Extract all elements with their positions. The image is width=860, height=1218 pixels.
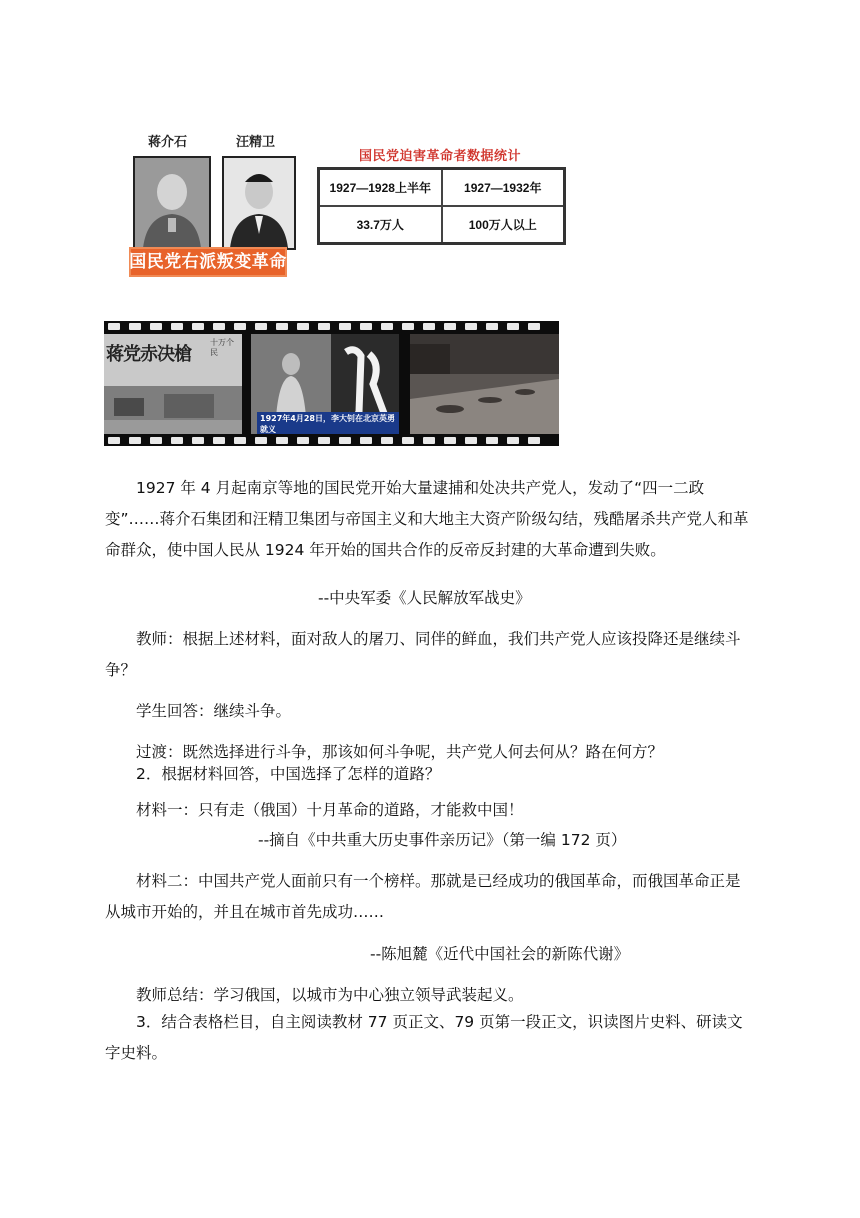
- material-2: 材料二：中国共产党人面前只有一个榜样。那就是已经成功的俄国革命，而俄国革命正是从城市开始的，并且在城市首先成功……: [105, 872, 741, 921]
- teacher-question: 教师：根据上述材料，面对敌人的屠刀、同伴的鲜血，我们共产党人应该投降还是继续斗争？: [105, 630, 741, 679]
- film-perforation: [528, 323, 540, 330]
- film-perforation: [255, 437, 267, 444]
- film-frame-newspaper: [104, 334, 242, 434]
- portrait-photo-right: [222, 156, 296, 250]
- film-perforation: [171, 437, 183, 444]
- film-perforation: [402, 323, 414, 330]
- film-perforation: [423, 437, 435, 444]
- portrait-photo-left: [133, 156, 211, 250]
- film-perforation: [486, 323, 498, 330]
- film-perforation: [150, 437, 162, 444]
- film-perforation: [360, 437, 372, 444]
- film-frame-portrait: [251, 334, 399, 434]
- film-perforation: [108, 437, 120, 444]
- film-frame-street: [410, 334, 559, 434]
- film-perforation: [528, 437, 540, 444]
- stats-header-2: 1927—1932年: [442, 169, 565, 207]
- transition-text: 过渡：既然选择进行斗争，那该如何斗争呢，共产党人何去何从？路在何方？: [136, 743, 664, 761]
- film-perforation: [276, 323, 288, 330]
- film-perforation: [381, 323, 393, 330]
- newspaper-side-text: 十万个 民: [210, 338, 234, 357]
- film-perforation: [444, 437, 456, 444]
- film-perforation: [339, 323, 351, 330]
- film-perforation: [150, 323, 162, 330]
- paragraph-1: 1927 年 4 月起南京等地的国民党开始大量逮捕和处决共产党人，发动了“四一二政变”……蒋介石集团和汪精卫集团与帝国主义和大地主大资产阶级勾结，残酷屠杀共产党人和革命群众，使中国人民从 1924 年开始的国共合作的反帝反封建的大革命遭到失败。: [105, 479, 749, 559]
- film-perforation: [213, 323, 225, 330]
- source-2: --摘自《中共重大历史事件亲历记》（第一编 172 页）: [258, 831, 627, 849]
- film-perforation: [192, 323, 204, 330]
- film-perforation: [465, 323, 477, 330]
- film-perforation: [360, 323, 372, 330]
- film-perforation: [339, 437, 351, 444]
- stats-table: [317, 167, 566, 245]
- film-perforation: [402, 437, 414, 444]
- film-perforation: [444, 323, 456, 330]
- film-perforation: [129, 437, 141, 444]
- portrait-name-left: 蒋介石: [148, 135, 188, 150]
- source-3: --陈旭麓《近代中国社会的新陈代谢》: [370, 945, 630, 963]
- film-perforation: [318, 437, 330, 444]
- film-perforation: [423, 323, 435, 330]
- film-perforation: [276, 437, 288, 444]
- stats-title: 国民党迫害革命者数据统计: [359, 149, 522, 164]
- question-2: 2．根据材料回答，中国选择了怎样的道路？: [136, 765, 441, 783]
- film-strip: [104, 321, 559, 446]
- betrayal-banner: 国民党右派叛变革命: [129, 247, 287, 277]
- film-perforation: [381, 437, 393, 444]
- table-row: [319, 206, 565, 244]
- film-perforation: [129, 323, 141, 330]
- film-perforation: [507, 323, 519, 330]
- film-perforation: [171, 323, 183, 330]
- stats-value-2: 100万人以上: [442, 206, 565, 244]
- table-row: [319, 169, 565, 207]
- teacher-summary: 教师总结：学习俄国，以城市为中心独立领导武装起义。: [136, 986, 524, 1004]
- film-perforation: [297, 437, 309, 444]
- stats-header-1: 1927—1928上半年: [319, 169, 442, 207]
- material-1: 材料一：只有走（俄国）十月革命的道路，才能救中国！: [136, 801, 524, 819]
- film-perforation: [318, 323, 330, 330]
- film-perforation: [465, 437, 477, 444]
- student-answer: 学生回答：继续斗争。: [136, 702, 292, 720]
- film-caption: 1927年4月28日，李大钊在北京英勇就义: [257, 412, 399, 434]
- film-perforation: [255, 323, 267, 330]
- portrait-name-right: 汪精卫: [236, 135, 276, 150]
- film-perforation: [234, 437, 246, 444]
- film-perforation: [108, 323, 120, 330]
- film-perforation: [507, 437, 519, 444]
- film-perforation: [192, 437, 204, 444]
- film-perforation: [234, 323, 246, 330]
- film-perforation: [297, 323, 309, 330]
- source-1: --中央军委《人民解放军战史》: [318, 589, 531, 607]
- newspaper-headline: 蒋党赤决槍: [106, 344, 191, 365]
- film-perforation: [213, 437, 225, 444]
- stats-value-1: 33.7万人: [319, 206, 442, 244]
- film-perforation: [486, 437, 498, 444]
- question-3: 3．结合表格栏目，自主阅读教材 77 页正文、79 页第一段正文，识读图片史料、研读文字史料。: [105, 1013, 743, 1062]
